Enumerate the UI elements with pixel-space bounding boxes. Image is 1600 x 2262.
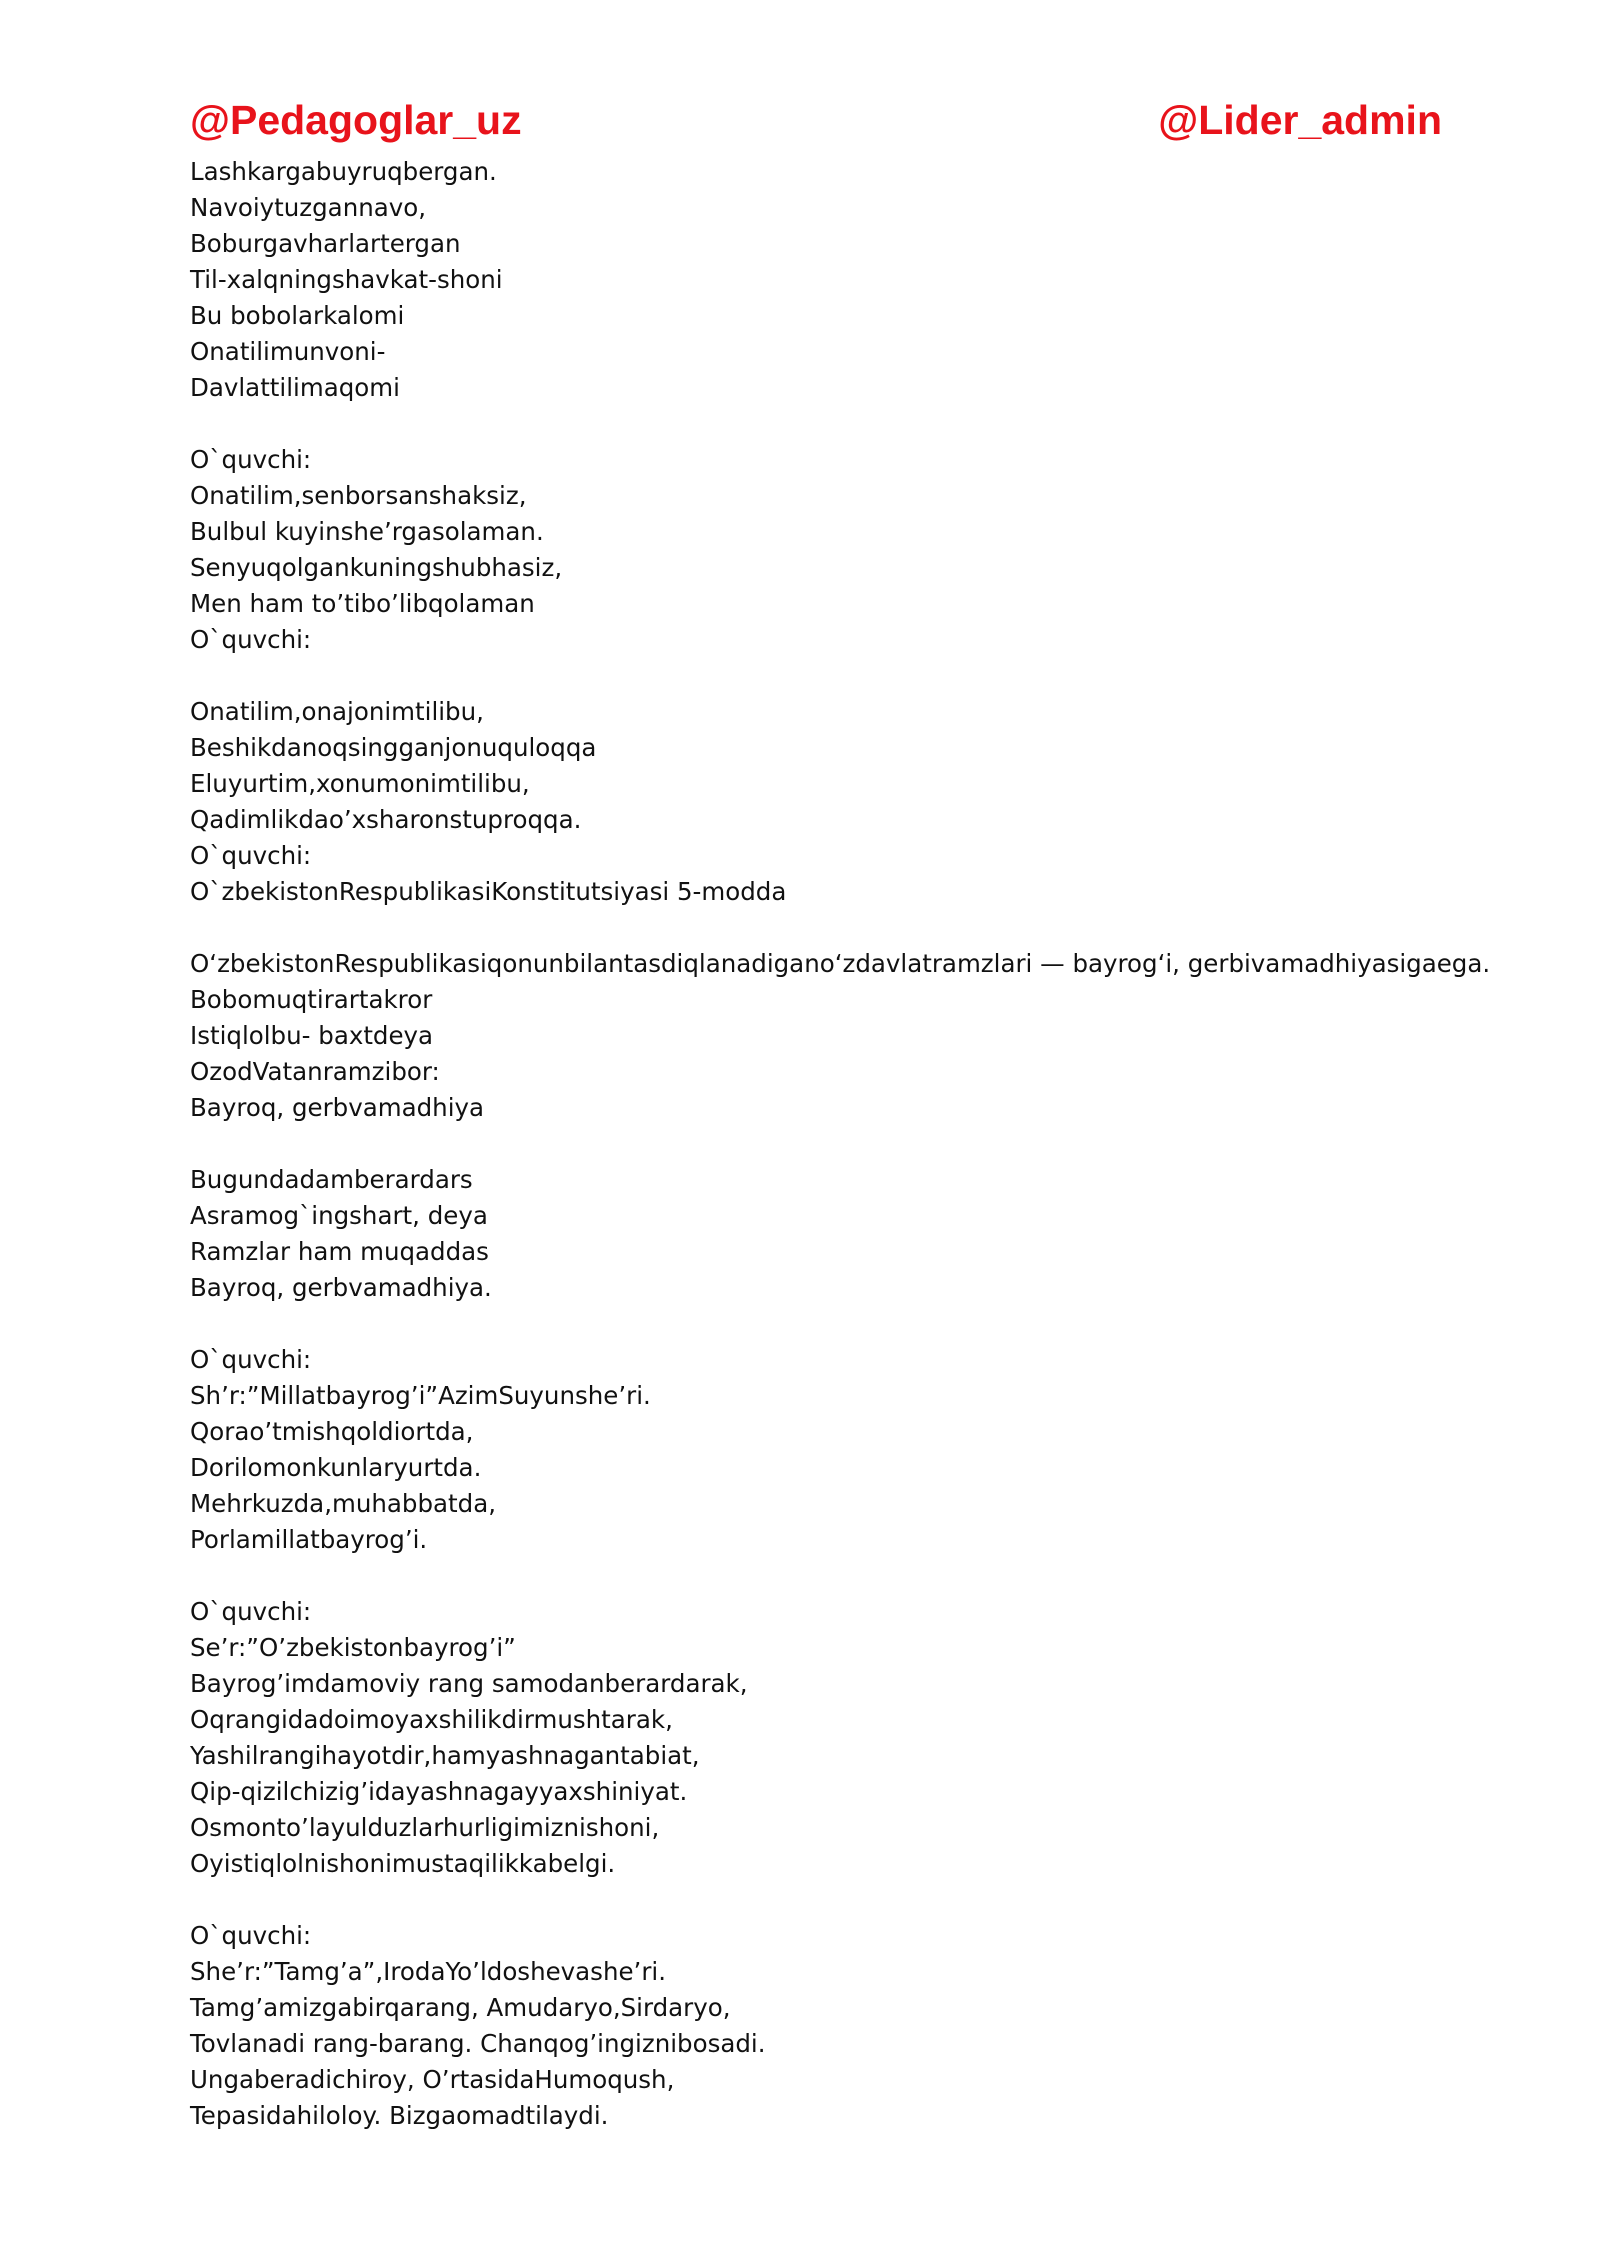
text-line: Ungaberadichiroy, O’rtasidaHumoqush, [190,2065,675,2094]
text-line: Ramzlar ham muqaddas [190,1237,489,1266]
blank-line [190,406,1490,442]
text-line: Qadimlikdao’xsharonstuproqqa. [190,805,582,834]
header-right-handle: @Lider_admin [1158,97,1442,143]
text-line: Onatilimunvoni- [190,337,386,366]
text-line: Tepasidahiloloy. Bizgaomadtilaydi. [190,2101,609,2130]
text-line: Bu bobolarkalomi [190,301,405,330]
blank-line [190,1126,1490,1162]
text-line: Til-xalqningshavkat-shoni [190,265,503,294]
text-line: O`quvchi: [190,445,312,474]
text-line: Tovlanadi rang-barang. Chanqog’ingiznibosadi. [190,2029,766,2058]
text-line: O`zbekistonRespublikasiKonstitutsiyasi 5-modda [190,877,787,906]
text-line: Navoiytuzgannavo, [190,193,427,222]
text-line: O`quvchi: [190,625,312,654]
text-line: Senyuqolgankuningshubhasiz, [190,553,563,582]
text-line: Yashilrangihayotdir,hamyashnagantabiat, [190,1741,700,1770]
text-line: Tamg’amizgabirqarang, Amudaryo,Sirdaryo, [190,1993,731,2022]
text-line: Bayrog’imdamoviy rang samodanberardarak, [190,1669,748,1698]
text-line: Bugundadamberardars [190,1165,473,1194]
blank-line [190,658,1490,694]
document-body [190,154,1490,2134]
text-line: Porlamillatbayrog’i. [190,1525,428,1554]
text-line: O`quvchi: [190,1345,312,1374]
text-line: Onatilim,onajonimtilibu, [190,697,484,726]
blank-line [190,1558,1490,1594]
text-line: She’r:”Tamg’a”,IrodaYo’ldoshevashe’ri. [190,1957,667,1986]
text-line: Men ham to’tibo’libqolaman [190,589,535,618]
text-line: O`quvchi: [190,1597,312,1626]
text-line: Qip-qizilchizig’idayashnagayyaxshiniyat. [190,1777,688,1806]
text-line: Eluyurtim,xonumonimtilibu, [190,769,530,798]
text-line: Oyistiqlolnishonimustaqilikkabelgi. [190,1849,616,1878]
blank-line [190,1882,1490,1918]
header-left-handle: @Pedagoglar_uz [190,97,522,143]
text-line: Bulbul kuyinshe’rgasolaman. [190,517,544,546]
text-line: Sh’r:”Millatbayrog’i”AzimSuyunshe’ri. [190,1381,651,1410]
text-line: Dorilomonkunlaryurtda. [190,1453,482,1482]
text-line: Asramog`ingshart, deya [190,1201,488,1230]
page-header [190,92,1442,148]
blank-line [190,1306,1490,1342]
text-line: O‘zbekistonRespublikasiqonunbilantasdiqlanadigano‘zdavlatramzlari — bayrog‘i, gerbivamadhiyasigaega. [190,949,1491,978]
text-line: Boburgavharlartergan [190,229,461,258]
text-line: Osmonto’layulduzlarhurligimiznishoni, [190,1813,660,1842]
text-line: Qorao’tmishqoldiortda, [190,1417,474,1446]
blank-line [190,910,1490,946]
text-line: Bobomuqtirartakror [190,985,433,1014]
text-line: Istiqlolbu- baxtdeya [190,1021,434,1050]
text-line: Davlattilimaqomi [190,373,400,402]
text-line: O`quvchi: [190,1921,312,1950]
text-line: Bayroq, gerbvamadhiya [190,1093,485,1122]
text-line: OzodVatanramzibor: [190,1057,440,1086]
text-line: Beshikdanoqsingganjonuquloqqa [190,733,597,762]
text-line: Onatilim,senborsanshaksiz, [190,481,527,510]
text-line: Se’r:”O’zbekistonbayrog’i” [190,1633,516,1662]
text-line: O`quvchi: [190,841,312,870]
text-line: Bayroq, gerbvamadhiya. [190,1273,492,1302]
text-line: Lashkargabuyruqbergan. [190,157,497,186]
text-line: Mehrkuzda,muhabbatda, [190,1489,496,1518]
text-line: Oqrangidadoimoyaxshilikdirmushtarak, [190,1705,673,1734]
